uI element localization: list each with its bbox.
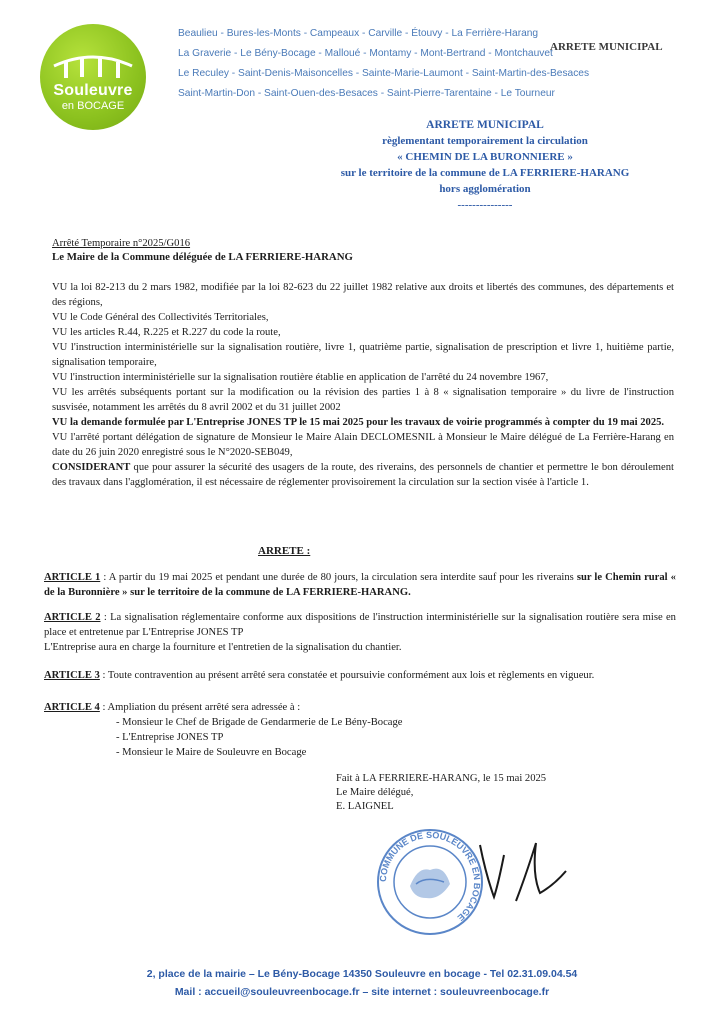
decree-subtitle: règlementant temporairement la circulation xyxy=(382,135,588,147)
recipient-item: - Monsieur le Maire de Souleuvre en Bocage xyxy=(116,747,307,758)
article-text: : Ampliation du présent arrêté sera adressée à : xyxy=(99,702,301,713)
logo-subtitle: en BOCAGE xyxy=(61,100,125,112)
reference-number: Arrêté Temporaire n°2025/G016 xyxy=(52,238,191,249)
communes-line: Saint-Martin-Don - Saint-Ouen-des-Besaces - Saint-Pierre-Tarentaine - Le Tourneur xyxy=(178,88,555,99)
signatory-role: Le Maire délégué, xyxy=(336,787,414,798)
mayor-line: Le Maire de la Commune déléguée de LA FERRIERE-HARANG xyxy=(52,251,353,263)
decree-territory: sur le territoire de la commune de LA FERRIERE-HARANG xyxy=(340,167,630,179)
decree-scope: hors agglomération xyxy=(439,183,531,195)
article-4 xyxy=(44,700,676,760)
footer-contact: Mail : accueil@souleuvreenbocage.fr – site internet : souleuvreenbocage.fr xyxy=(174,986,550,998)
consideration-item: VU l'arrêté portant délégation de signature de Monsieur le Maire Alain DECLOMESNIL à Monsieur le Maire délégué de La Ferrière-Harang en date du 26 juin 2020 enregistré sous le N°2020-SEB049, xyxy=(52,432,674,458)
decree-title: ARRETE MUNICIPAL xyxy=(426,119,544,131)
communes-line: Beaulieu - Bures-les-Monts - Campeaux - Carville - Étouvy - La Ferrière-Harang xyxy=(178,28,539,39)
consideration-considerant xyxy=(52,460,674,490)
article-text: : A partir du 19 mai 2025 et pendant une durée de 80 jours, la circulation sera interdite sauf pour les riverains xyxy=(100,572,577,583)
considerant-text: que pour assurer la sécurité des usagers de la route, des riverains, des personnels de chantier et permettre le bon déroulement des travaux dans l'agglomération, il est nécessaire de réglementer provisoirement la circulation sur la section visée à l'article 1. xyxy=(52,462,674,488)
article-1 xyxy=(44,570,676,600)
communes-line: Le Reculey - Saint-Denis-Maisoncelles - Sainte-Marie-Laumont - Saint-Martin-des-Besaces xyxy=(178,68,590,79)
logo-name: Souleuvre xyxy=(53,82,133,99)
decree-title-block xyxy=(290,117,680,213)
arrete-heading: ARRETE : xyxy=(258,545,311,557)
article-label: ARTICLE 3 xyxy=(44,670,100,681)
signatory-name: E. LAIGNEL xyxy=(336,801,394,812)
consideration-item: VU la loi 82-213 du 2 mars 1982, modifiée par la loi 82-623 du 22 juillet 1982 relative aux droits et libertés des communes, des départements et des régions, xyxy=(52,282,674,308)
souleuvre-logo xyxy=(40,24,146,130)
place-date: Fait à LA FERRIERE-HARANG, le 15 mai 2025 xyxy=(336,773,547,784)
overlay-title: ARRETE MUNICIPAL xyxy=(550,41,663,53)
considerant-label: CONSIDERANT xyxy=(52,462,131,473)
article-text: L'Entreprise aura en charge la fourniture et l'entretien de la signalisation du chantier. xyxy=(44,642,402,653)
consideration-item: VU l'instruction interministérielle sur la signalisation routière établie en application de l'arrêté du 24 novembre 1967, xyxy=(52,372,549,383)
bridge-icon xyxy=(40,24,146,130)
communes-list xyxy=(178,24,698,104)
consideration-item: VU les articles R.44, R.225 et R.227 du code la route, xyxy=(52,327,281,338)
article-text: : La signalisation réglementaire conforme aux dispositions de l'instruction interministérielle sur la signalisation routière sera mise en place et entretenue par L'Entreprise JONES TP xyxy=(44,612,676,638)
consideration-item: VU l'instruction interministérielle sur la signalisation routière, livre 1, quatrième partie, signalisation de prescription et livre 1, huitième partie, signalisation temporaire, xyxy=(52,342,674,368)
consideration-item: VU le Code Général des Collectivités Territoriales, xyxy=(52,312,269,323)
handwritten-signature xyxy=(470,815,580,925)
decree-road-name: « CHEMIN DE LA BURONNIERE » xyxy=(397,151,573,163)
consideration-item-request: VU la demande formulée par L'Entreprise JONES TP le 15 mai 2025 pour les travaux de voirie programmés à compter du 19 mai 2025. xyxy=(52,417,665,428)
signature-block xyxy=(336,772,546,814)
recipient-item: - Monsieur le Chef de Brigade de Gendarmerie de Le Bény-Bocage xyxy=(116,717,403,728)
decree-reference xyxy=(52,236,674,251)
decree-separator: --------------- xyxy=(457,199,513,211)
considerations xyxy=(52,280,674,490)
communes-line: La Graverie - Le Bény-Bocage - Malloué - Montamy - Mont-Bertrand - Montchauvet xyxy=(178,48,553,59)
footer-address: 2, place de la mairie – Le Bény-Bocage 14350 Souleuvre en bocage - Tel 02.31.09.04.54 xyxy=(146,968,578,980)
stamp-ring-text: COMMUNE DE SOULEUVRE EN BOCAGE xyxy=(377,829,483,923)
article-text: : Toute contravention au présent arrêté sera constatée et poursuivie conformément aux lois et règlements en vigueur. xyxy=(99,670,595,681)
recipient-item: - L'Entreprise JONES TP xyxy=(116,732,224,743)
article-label: ARTICLE 2 xyxy=(44,612,101,623)
article-label: ARTICLE 1 xyxy=(44,572,101,583)
article-text-bold: sur le Chemin rural « de la Buronnière » sur le territoire de la commune de LA FERRIERE-HARANG. xyxy=(44,572,676,598)
article-2 xyxy=(44,610,676,655)
article-3 xyxy=(44,668,676,683)
consideration-item: VU les arrêtés subséquents portant sur la modification ou la révision des parties 1 à 8 « signalisation temporaire » du livre de l'instruction susvisée, notamment les arrêtés du 8 avril 2002 et du 31 juillet 2002 xyxy=(52,387,674,413)
article-label: ARTICLE 4 xyxy=(44,702,100,713)
